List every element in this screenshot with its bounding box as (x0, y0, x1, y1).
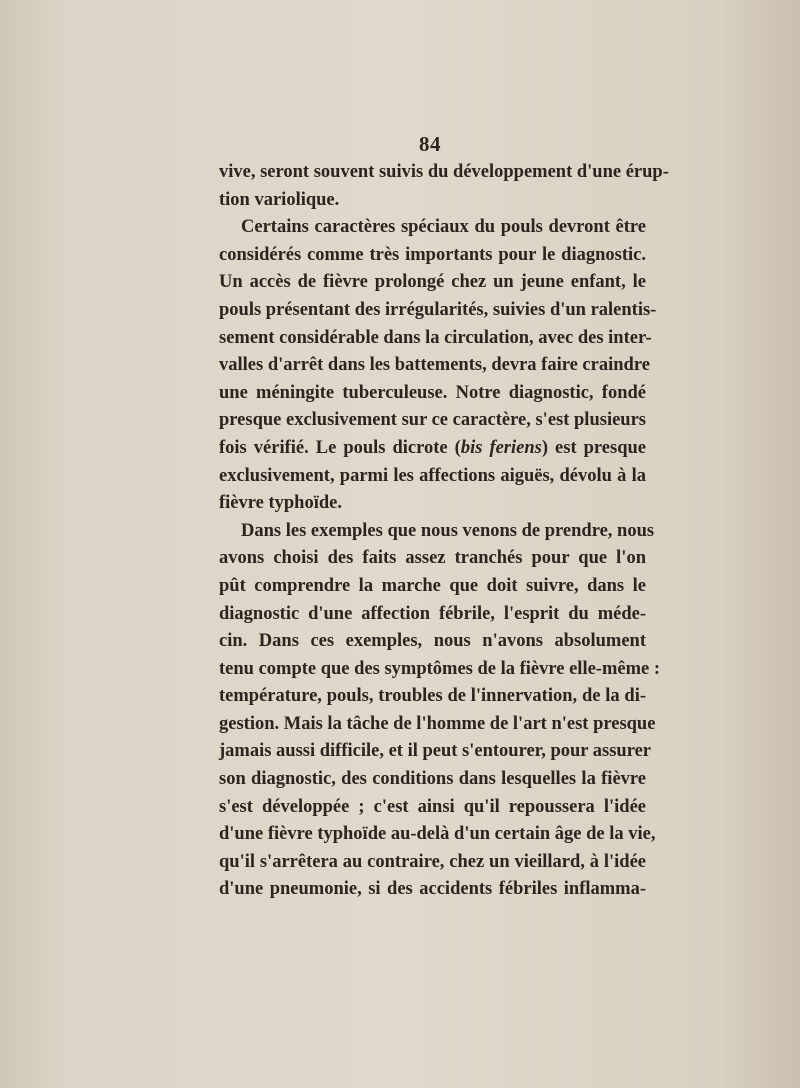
text-line: d'une fièvre typhoïde au-delà d'un certain âge de la vie, (219, 824, 656, 845)
text-line: Un accès de fièvre prolongé chez un jeune enfant, le (219, 272, 646, 293)
italic-latin-phrase: bis feriens (460, 437, 542, 458)
body-text (219, 159, 669, 904)
text-line: gestion. Mais la tâche de l'homme de l'art n'est presque (219, 713, 656, 734)
text-line: diagnostic d'une affection fébrile, l'esprit du méde- (219, 603, 646, 624)
text-fragment: fois vérifié. Le pouls dicrote ( (219, 437, 461, 458)
text-line: jamais aussi difficile, et il peut s'entourer, pour assurer (219, 741, 652, 762)
text-line: presque exclusivement sur ce caractère, s'est plusieurs (219, 410, 646, 431)
text-line-with-italic (219, 435, 646, 463)
text-line: s'est développée ; c'est ainsi qu'il repoussera l'idée (219, 796, 646, 817)
text-line: Certains caractères spéciaux du pouls devront être (241, 217, 646, 238)
text-line: Dans les exemples que nous venons de prendre, nous (241, 520, 655, 541)
text-line: sement considérable dans la circulation, avec des inter- (219, 327, 652, 348)
text-line: avons choisi des faits assez tranchés pour que l'on (219, 548, 646, 569)
text-line: fièvre typhoïde. (219, 493, 342, 514)
text-line: son diagnostic, des conditions dans lesquelles la fièvre (219, 769, 646, 790)
text-line: vive, seront souvent suivis du développement d'une érup- (219, 162, 669, 182)
text-line: valles d'arrêt dans les battements, devra faire craindre (219, 355, 650, 376)
page-number: 84 (419, 132, 441, 156)
text-line: qu'il s'arrêtera au contraire, chez un vieillard, à l'idée (219, 851, 646, 872)
text-line: température, pouls, troubles de l'innervation, de la di- (219, 686, 646, 707)
text-line: tenu compte que des symptômes de la fièvre elle-même : (219, 658, 660, 679)
text-line: cin. Dans ces exemples, nous n'avons absolument (219, 631, 646, 652)
text-line: exclusivement, parmi les affections aiguës, dévolu à la (219, 465, 646, 486)
text-line: considérés comme très importants pour le diagnostic. (219, 244, 646, 265)
text-line: pouls présentant des irrégularités, suivies d'un ralentis- (219, 299, 657, 320)
text-line: d'une pneumonie, si des accidents fébriles inflamma- (219, 879, 646, 900)
text-line: tion variolique. (219, 189, 340, 210)
text-fragment: ) est presque (541, 437, 646, 458)
text-line: une méningite tuberculeuse. Notre diagnostic, fondé (219, 382, 646, 403)
text-line: pût comprendre la marche que doit suivre, dans le (219, 575, 646, 596)
